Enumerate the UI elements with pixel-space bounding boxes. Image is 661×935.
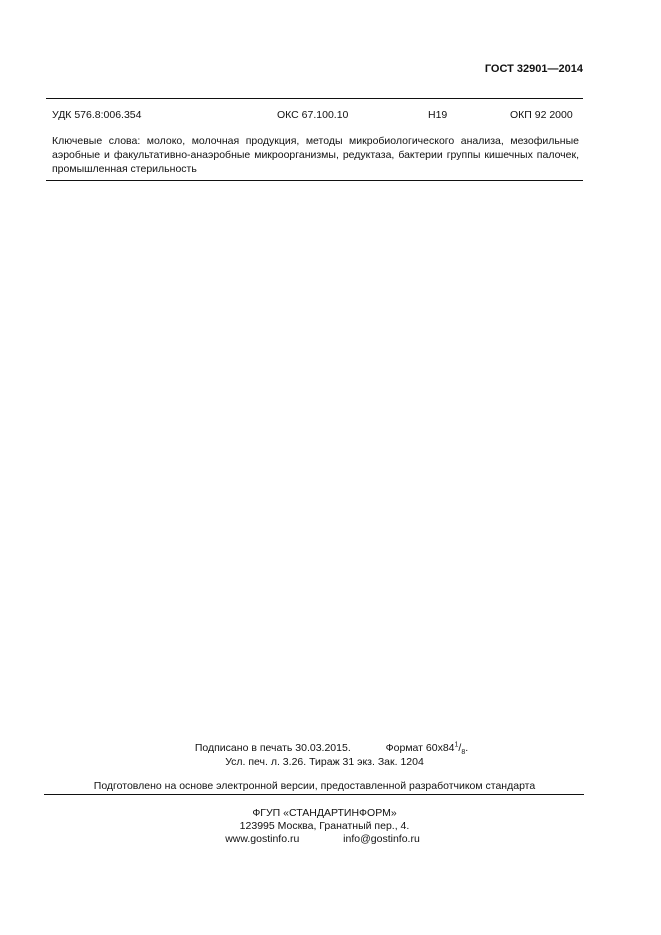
top-rule <box>46 98 583 99</box>
imprint-rule <box>44 794 584 795</box>
format-info: Формат $60х84^1/_8$. <box>385 741 469 756</box>
format-suffix: . <box>465 741 469 754</box>
format-superscript: 1 <box>454 741 459 748</box>
udk-code: УДК 576.8:006.354 <box>52 109 142 121</box>
format-prefix: Формат 60х84 <box>385 741 455 754</box>
keywords-bottom-rule <box>46 180 583 181</box>
publisher-name: ФГУП «СТАНДАРТИНФОРМ» <box>252 807 397 819</box>
format-subscript: 8 <box>461 748 466 756</box>
oks-code: ОКС 67.100.10 <box>277 109 349 121</box>
publisher-email: info@gostinfo.ru <box>343 833 420 845</box>
prepared-note: Подготовлено на основе электронной версии, предоставленной разработчиком стандарта <box>93 780 536 792</box>
group-code: Н19 <box>428 109 448 121</box>
signed-date: Подписано в печать 30.03.2015. <box>194 741 351 754</box>
signing-line <box>0 741 661 756</box>
publisher-contacts <box>0 833 653 845</box>
okp-code: ОКП 92 2000 <box>510 109 573 121</box>
publisher-website: www.gostinfo.ru <box>225 833 300 845</box>
keywords-paragraph: Ключевые слова: молоко, молочная продукция, методы микробиологического анализа, мезофильные аэробные и факультативно-анаэробные микроорганизмы, редуктаза, бактерии группы кишечных палочек, промышленная стерильность <box>52 135 579 175</box>
document-number: ГОСТ 32901—2014 <box>484 63 583 75</box>
print-details: Усл. печ. л. 3.26. Тираж 31 экз. Зак. 1204 <box>225 756 424 768</box>
publisher-address: 123995 Москва, Гранатный пер., 4. <box>239 820 410 832</box>
